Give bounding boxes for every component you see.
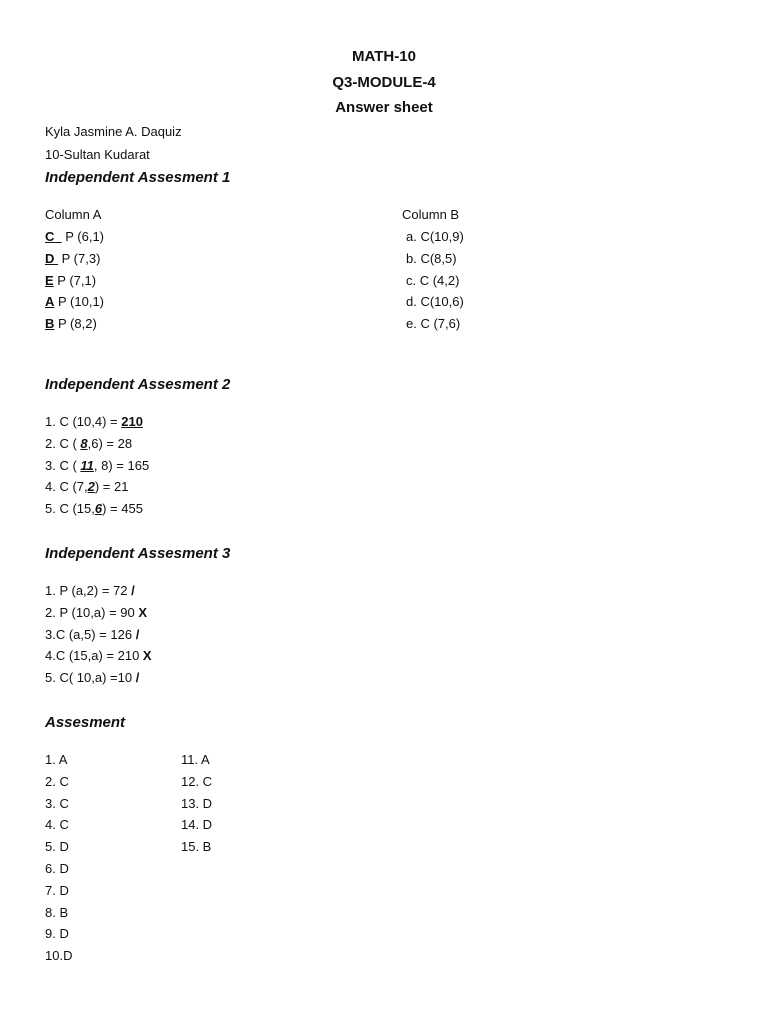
ia2-item: 1. C (10,4) = 210 [45,414,143,429]
module-title: Q3-MODULE-4 [332,74,436,91]
column-a-item [45,291,104,313]
assessment-item: 5. D [45,839,69,855]
column-b-item: a. C(10,9) [406,229,464,244]
assessment-item: 8. B [45,904,69,920]
wrong-mark: X [138,604,148,620]
column-a-item [45,270,104,292]
column-a-item [45,313,104,335]
assessment-item: 4. C [45,817,69,833]
column-b-label: Column B [402,207,460,222]
check-mark: / [131,583,135,598]
ia3-item: 2. P (10,a) = 90 X [45,604,148,620]
document-title: MATH-10 [352,48,416,65]
assessment-item: 3. C [45,795,69,811]
column-a-label: Column A [45,207,102,222]
column-b-item: e. C (7,6) [406,316,461,332]
assessment-left-list [45,749,72,967]
ia2-answer: 11 [80,457,94,473]
ia2-item: 3. C ( 11, 8) = 165 [45,457,150,473]
sheet-title: Answer sheet [335,99,433,116]
column-b-list [406,226,464,335]
ia2-heading: Independent Assesment 2 [45,376,231,393]
column-a-text: P (10,1) [54,294,105,310]
assessment-item: 13. D [181,795,213,811]
assessment-item: 1. A [45,752,68,767]
assessment-item: 12. C [181,773,213,789]
assessment-item: 6. D [45,860,69,876]
column-a-text: P (8,2) [54,316,97,332]
ia3-heading: Independent Assesment 3 [45,545,231,562]
column-b-item: d. C(10,6) [406,294,464,310]
student-section: 10-Sultan Kudarat [45,147,150,162]
assessment-item: 11. A [181,752,210,767]
ia2-answer: 6 [94,501,103,517]
assessment-item: 14. D [181,817,213,833]
column-a-text: P (7,3) [58,250,101,266]
ia3-item: 5. C( 10,a) =10 / [45,670,140,686]
ia2-item: 5. C (15,6) = 455 [45,501,143,517]
assessment-item: 7. D [45,882,69,898]
column-a-list [45,226,104,335]
match-answer: E [45,272,54,288]
assessment-right-list [181,749,212,858]
match-answer: B [45,316,55,332]
wrong-mark: X [142,648,152,664]
assessment-item: 9. D [45,926,69,942]
ia2-answer: 210 [121,414,143,429]
assessment-item: 10.D [45,948,73,964]
ia2-answer: 2 [87,479,95,495]
student-name: Kyla Jasmine A. Daquiz [45,124,182,139]
check-mark: / [135,626,140,642]
column-a-text: P (7,1) [53,272,97,288]
column-a-item [45,226,104,248]
match-answer: D [45,250,55,266]
ia2-list [45,411,149,520]
ia2-item: 4. C (7,2) = 21 [45,479,129,495]
assessment-heading: Assesment [45,714,126,731]
ia1-heading: Independent Assesment 1 [45,169,231,186]
column-b-item: b. C(8,5) [406,250,457,266]
match-answer: C [45,229,55,244]
assessment-item: 2. C [45,773,69,789]
match-answer: A [45,294,55,310]
ia3-list [45,580,152,689]
column-a-text: P (6,1) [61,229,105,244]
ia2-item: 2. C ( 8,6) = 28 [45,435,133,451]
ia3-item: 1. P (a,2) = 72 / [45,583,135,598]
column-b-item: c. C (4,2) [406,272,460,288]
check-mark: / [135,670,140,686]
assessment-item: 15. B [181,839,212,855]
ia3-item: 3.C (a,5) = 126 / [45,626,140,642]
ia3-item: 4.C (15,a) = 210 X [45,648,152,664]
column-a-item [45,248,104,270]
ia2-answer: 8 [80,435,88,451]
